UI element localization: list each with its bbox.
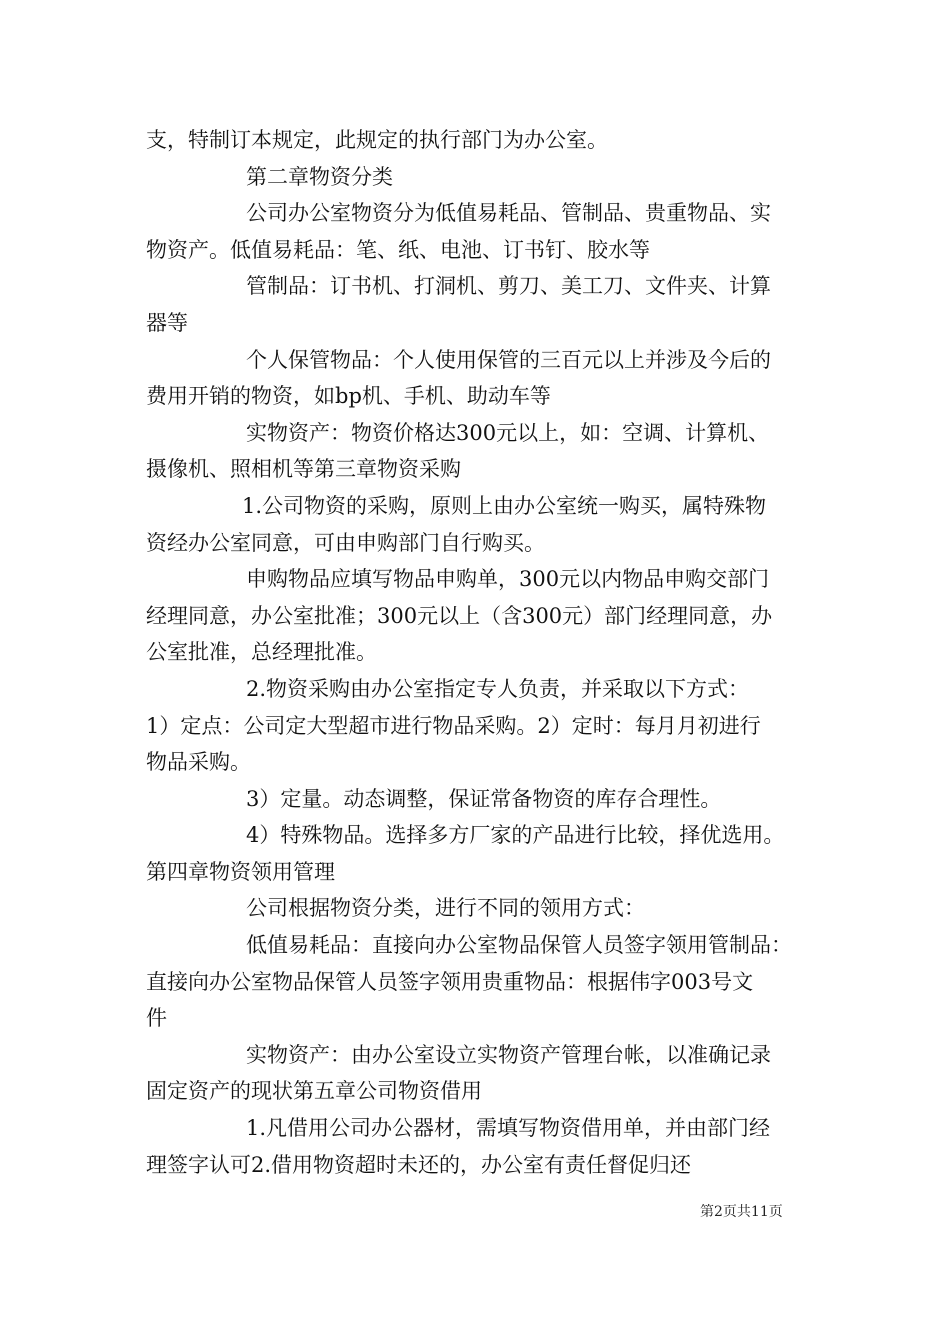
text-line: 1.公司物资的采购，原则上由办公室统一购买，属特殊物 <box>242 493 767 518</box>
chapter-heading: 第四章物资领用管理 <box>146 859 335 884</box>
text-line: 申购物品应填写物品申购单，300元以内物品申购交部门 <box>246 567 770 592</box>
text-line: 摄像机、照相机等第三章物资采购 <box>146 457 461 482</box>
text-line: 实物资产：由办公室设立实物资产管理台帐，以准确记录 <box>246 1042 771 1067</box>
text-line: 4）特殊物品。选择多方厂家的产品进行比较，择优选用。 <box>246 823 785 848</box>
chapter-heading: 第二章物资分类 <box>246 164 393 189</box>
body-text <box>146 122 814 1183</box>
text-line: 直接向办公室物品保管人员签字领用贵重物品：根据伟字003号文 <box>146 969 754 994</box>
text-line: 资经办公室同意，可由申购部门自行购买。 <box>146 530 545 555</box>
text-line: 支，特制订本规定，此规定的执行部门为办公室。 <box>146 128 608 152</box>
text-line: 2.物资采购由办公室指定专人负责，并采取以下方式： <box>246 676 750 701</box>
text-line: 低值易耗品：直接向办公室物品保管人员签字领用管制品： <box>246 933 792 958</box>
text-line: 固定资产的现状第五章公司物资借用 <box>146 1079 482 1104</box>
text-line: 理签字认可2.借用物资超时未还的，办公室有责任督促归还 <box>146 1152 692 1177</box>
text-line: 个人保管物品：个人使用保管的三百元以上并涉及今后的 <box>246 347 771 372</box>
text-line: 物品采购。 <box>146 750 251 775</box>
text-line: 1.凡借用公司办公器材，需填写物资借用单，并由部门经 <box>246 1116 771 1141</box>
text-line: 器等 <box>146 310 188 335</box>
text-line: 公司根据物资分类，进行不同的领用方式： <box>246 896 645 921</box>
text-line: 件 <box>146 1006 167 1031</box>
text-line: 物资产。低值易耗品：笔、纸、电池、订书钉、胶水等 <box>146 237 650 262</box>
text-line: 费用开销的物资，如bp机、手机、助动车等 <box>146 384 551 409</box>
text-line: 实物资产：物资价格达300元以上，如：空调、计算机、 <box>246 420 770 445</box>
text-line: 1）定点：公司定大型超市进行物品采购。2）定时：每月月初进行 <box>146 713 761 738</box>
text-line: 3）定量。动态调整，保证常备物资的库存合理性。 <box>246 786 722 811</box>
text-line: 公司办公室物资分为低值易耗品、管制品、贵重物品、实 <box>246 201 771 226</box>
text-line: 公室批准，总经理批准。 <box>146 640 377 665</box>
text-line: 经理同意，办公室批准；300元以上（含300元）部门经理同意，办 <box>146 603 773 628</box>
text-line: 管制品：订书机、打洞机、剪刀、美工刀、文件夹、计算 <box>246 274 771 299</box>
page-number: 第2页共11页 <box>700 1204 783 1220</box>
